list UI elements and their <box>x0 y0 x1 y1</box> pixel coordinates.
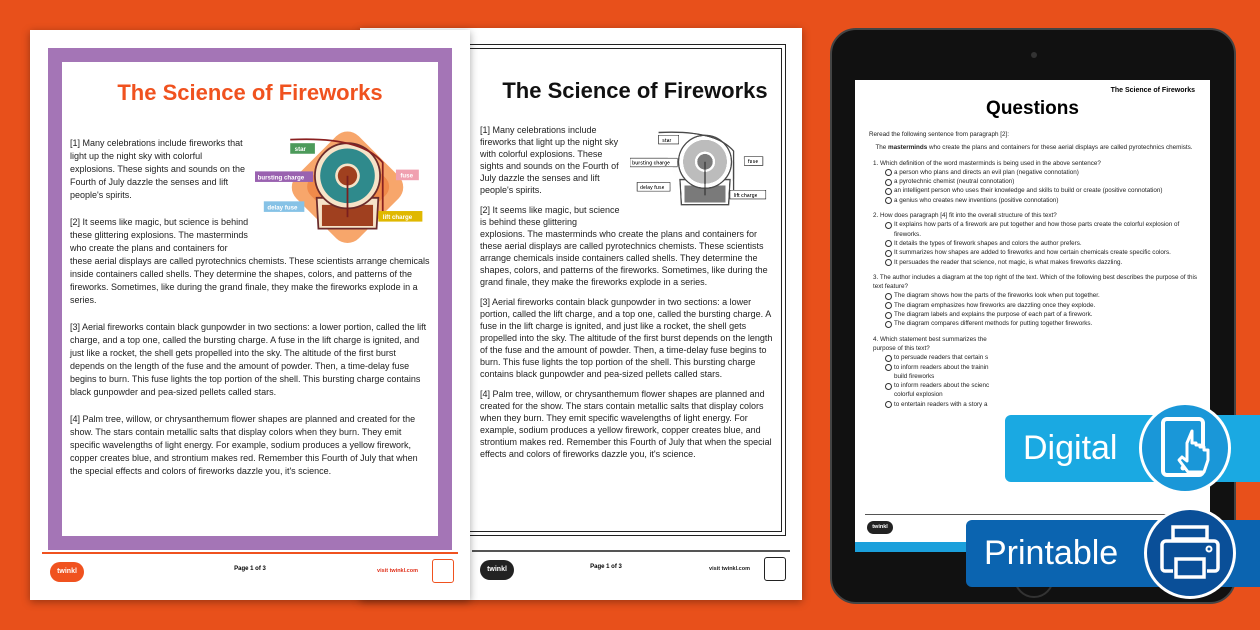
label-bursting-charge: bursting charge <box>257 174 305 182</box>
answer-option-radio[interactable]: It explains how parts of a firework are put together and how those parts create the colorful explosion of fireworks. <box>885 220 1199 239</box>
answer-option-radio[interactable]: to inform readers about the scienc colorful explosion <box>885 381 1001 400</box>
question-list <box>869 159 1199 409</box>
quote-pre: The <box>875 144 889 152</box>
quote-bold: masterminds <box>888 144 928 152</box>
question-text: 2. How does paragraph [4] fit into the overall structure of this text? <box>873 212 1057 220</box>
paragraph-2: [2] It seems like magic, but science is behind these glittering explosions. The masterminds who create the plans and containers for these aerial displays are called pyrotechnics chemists. These scientists arrange chemicals inside containers called shells. They determine the shapes, colors, and patterns of the fireworks. Sometimes, like during the grand finale, they make the fireworks explode in a series. <box>70 217 430 305</box>
intro-text: Reread the following sentence from paragraph [2]: <box>869 131 1010 138</box>
article-text <box>480 124 780 468</box>
label-fuse: fuse <box>747 159 759 166</box>
quality-badge-icon <box>432 559 454 583</box>
label-bursting-charge: bursting charge <box>632 160 670 167</box>
camera-icon <box>1031 52 1037 58</box>
tablet-touch-icon <box>1139 402 1231 494</box>
page-number: Page 1 of 3 <box>590 564 622 570</box>
answer-option-radio[interactable]: It details the types of firework shapes and colors the author prefers. <box>885 239 1199 248</box>
question-3 <box>873 273 1199 329</box>
screen-footer <box>865 514 1200 530</box>
paragraph-1: [1] Many celebrations include fireworks that light up the night sky with colorful explosions. These sights and sounds on the Fourth of July dazzle the senses and lift people's spirits. <box>70 138 245 200</box>
header-title: The Science of Fireworks <box>1110 87 1195 94</box>
answer-option-radio[interactable]: an intelligent person who uses their knowledge and skills to build or create (positive connotation) <box>885 186 1199 195</box>
article-text <box>70 137 432 492</box>
quote <box>869 143 1199 152</box>
firework-diagram <box>630 124 780 221</box>
answer-option-radio[interactable]: The diagram compares different methods for putting together fireworks. <box>885 319 1199 328</box>
quality-badge-icon <box>764 557 786 581</box>
label-star: star <box>662 137 672 144</box>
printer-icon <box>1144 507 1236 599</box>
label-fuse: fuse <box>400 172 414 180</box>
paragraph-3: [3] Aerial fireworks contain black gunpowder in two sections: a lower portion, called the lift charge, and a top one, called the bursting charge. A fuse in the lift charge is ignited, and just like a rocket, the shell gets propelled into the sky. The altitude of the first burst depends on the length of the fuse and the amount of powder. Then, a time-delay fuse begins to burn. This fuse lights the top portion of the shell. This bursting charge contains black gunpowder and pea-sized pellets called stars. <box>480 297 773 379</box>
twinkl-logo: twinkl <box>480 560 514 580</box>
page-title: The Science of Fireworks <box>502 78 768 103</box>
question-4 <box>873 335 1001 409</box>
answer-option-radio[interactable]: a person who plans and directs an evil plan (negative connotation) <box>885 168 1199 177</box>
answer-option-radio[interactable]: a pyrotechnic chemist (neutral connotation) <box>885 177 1199 186</box>
page-footer <box>42 552 458 592</box>
paragraph-4: [4] Palm tree, willow, or chrysanthemum flower shapes are planned and created for the show. The stars contain metallic salts that display colors when they burn. They emit specific wavelengths of light energy. For example, sodium produces a yellow firework, copper creates blue, and strontium makes red. Remember this Fourth of July that when the special effects and colors of fireworks dazzle you, it's science. <box>70 414 418 476</box>
paragraph-4: [4] Palm tree, willow, or chrysanthemum flower shapes are planned and created for the show. The stars contain metallic salts that display colors when they burn. They emit specific wavelengths of light energy. For example, sodium produces a yellow firework, copper creates blue, and strontium makes red. Remember this Fourth of July that when the special effects and colors of fireworks dazzle you, it's science. <box>480 389 772 459</box>
answer-option-radio[interactable]: It summarizes how shapes are added to fireworks and how certain chemicals create specific colors. <box>885 248 1199 257</box>
page-footer <box>472 550 790 590</box>
quote-post: who create the plans and containers for these aerial displays are called pyrotechnics chemists. <box>927 144 1193 152</box>
printable-label: Printable <box>984 534 1119 572</box>
question-text: 4. Which statement best summarizes the purpose of this text? <box>873 335 987 352</box>
visit-link[interactable]: visit twinkl.com <box>709 566 750 572</box>
label-lift-charge: lift charge <box>733 192 758 199</box>
answer-option-radio[interactable]: to entertain readers with a story a <box>885 400 1001 409</box>
label-delay-fuse: delay fuse <box>267 204 298 212</box>
answer-option-radio[interactable]: The diagram emphasizes how fireworks are dazzling once they explode. <box>885 301 1199 310</box>
twinkl-logo: twinkl <box>867 521 893 534</box>
answer-option-radio[interactable]: a genius who creates new inventions (positive connotation) <box>885 196 1199 205</box>
label-star: star <box>294 146 306 154</box>
answer-option-radio[interactable]: to persuade readers that certain s <box>885 353 1001 362</box>
answer-option-radio[interactable]: It persuades the reader that science, not magic, is what makes fireworks dazzling. <box>885 258 1199 267</box>
question-2 <box>873 211 1199 267</box>
paragraph-3: [3] Aerial fireworks contain black gunpowder in two sections: a lower portion, called the lift charge, and a top one, called the bursting charge. A fuse in the lift charge is ignited, and just like a rocket, the shell gets propelled into the sky. The altitude of the first burst depends on the length of the fuse and the amount of powder. Then, a time-delay fuse begins to burn. This fuse lights the top portion of the shell. This bursting charge contains black gunpowder and pea-sized pellets called stars. <box>70 322 427 397</box>
page-number: Page 1 of 3 <box>234 566 266 572</box>
questions-body <box>869 130 1199 415</box>
question-text: 1. Which definition of the word masterminds is being used in the above sentence? <box>873 159 1101 167</box>
answer-option-radio[interactable]: The diagram labels and explains the purpose of each part of a firework. <box>885 310 1199 319</box>
label-lift-charge: lift charge <box>382 213 413 221</box>
digital-label: Digital <box>1023 429 1118 467</box>
answer-option-radio[interactable]: The diagram shows how the parts of the fireworks look when put together. <box>885 291 1199 300</box>
label-delay-fuse: delay fuse <box>640 184 665 191</box>
questions-title: Questions <box>986 98 1079 119</box>
visit-link[interactable]: visit twinkl.com <box>377 568 418 574</box>
twinkl-logo: twinkl <box>50 562 84 582</box>
question-1 <box>873 159 1199 205</box>
page-title: The Science of Fireworks <box>117 80 383 105</box>
question-text: 3. The author includes a diagram at the top right of the text. Which of the following best describes the purpose of this text feature? <box>873 273 1198 291</box>
paragraph-1: [1] Many celebrations include fireworks that light up the night sky with colorful explosions. These sights and sounds on the Fourth of July dazzle the senses and lift people's spirits. <box>480 125 619 195</box>
answer-option-radio[interactable]: to inform readers about the trainin build fireworks <box>885 363 1001 382</box>
worksheet-page-color <box>30 30 470 600</box>
paragraph-2: [2] It seems like magic, but science is behind these glittering explosions. The masterminds who create the plans and containers for these aerial displays are called pyrotechnics chemists. These scientists arrange chemicals inside containers called shells. They determine the shapes, colors, and patterns of the fireworks. Sometimes, like during the grand finale, they make the fireworks explode in a series. <box>480 205 768 287</box>
firework-diagram <box>255 129 440 249</box>
